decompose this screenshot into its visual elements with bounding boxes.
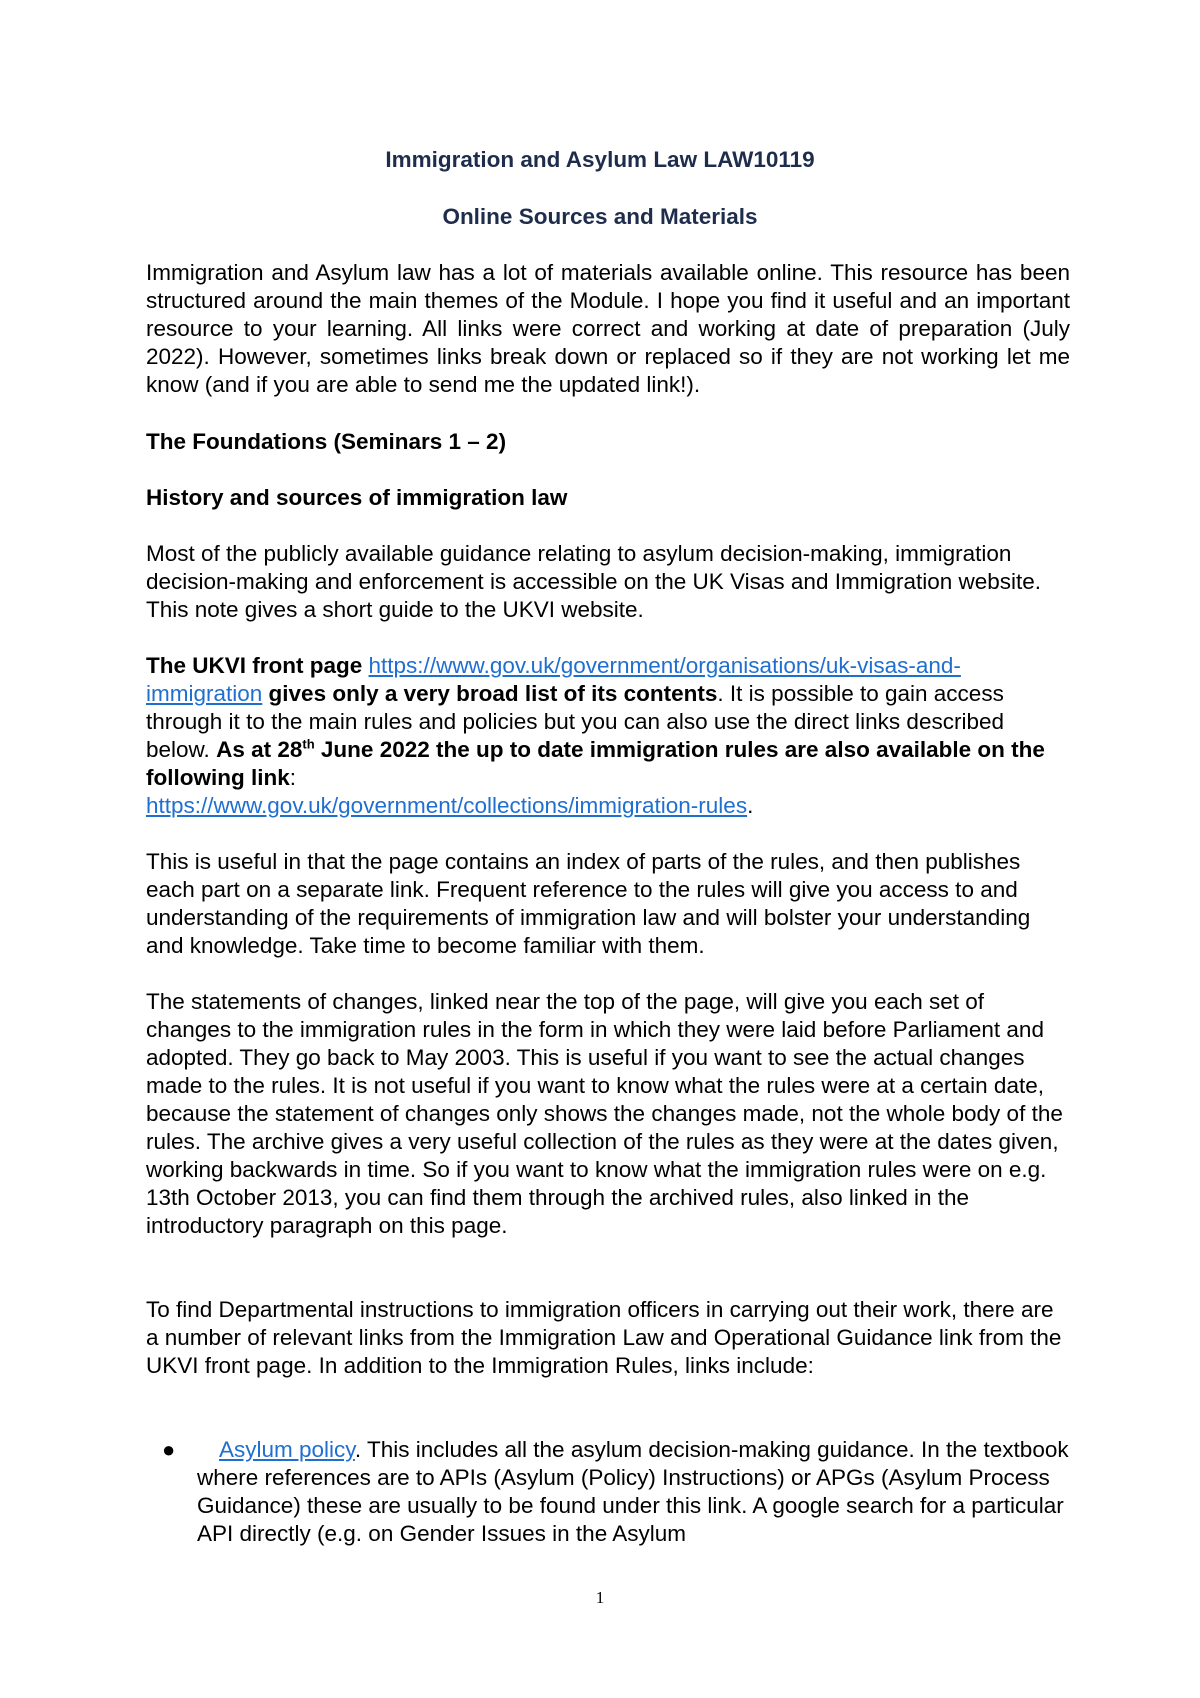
date-suffix: th xyxy=(302,736,315,752)
document-subtitle: Online Sources and Materials xyxy=(442,204,758,229)
paragraph-rules-index: This is useful in that the page contains an index of parts of the rules, and then publishes each part on a separate link. Frequent reference to the rules will give you access to and understanding of the requirements of immigration law and will bolster your understanding and knowledge. Take time to become familiar with them. xyxy=(146,849,1031,958)
immigration-rules-link[interactable]: https://www.gov.uk/government/collections/immigration-rules xyxy=(146,793,748,818)
intro-paragraph: Immigration and Asylum law has a lot of materials available online. This resource has been structured around the main themes of the Module. I hope you find it useful and an important resource to your learning. All links were correct and working at date of preparation (July 2022). However, sometimes links break down or replaced so if they are not working let me know (and if you are able to send me the updated link!). xyxy=(146,260,1070,397)
list-item xyxy=(146,1436,1070,1548)
sub-heading: History and sources of immigration law xyxy=(146,485,568,510)
as-at-date-bold: As at 28th June 2022 the up to date immigration rules are also available on the following link xyxy=(146,736,1045,790)
bullet-text: Asylum policy. This includes all the asylum decision-making guidance. In the textbook where references are to APIs (Asylum (Policy) Instructions) or APGs (Asylum Process Guidance) these are usually to be found under this link. A google search for a particular API directly (e.g. on Gender Issues in the Asylum xyxy=(197,1437,1069,1546)
access-text: . It is possible to gain access through it to the main rules and policies but you can also use the direct links described below. xyxy=(146,681,1004,762)
document-title: Immigration and Asylum Law LAW10119 xyxy=(385,147,815,172)
bullet-icon: ● xyxy=(162,1437,176,1462)
paragraph-ukvi-front-page: The UKVI front page https://www.gov.uk/government/organisations/uk-visas-and-immigration gives only a very broad list of its contents. It is possible to gain access through it to the main rules and policies but you can also use the direct links described below. As at 28th June 2022 the up to date immigration rules are also available on the following link: https://www.gov.uk/government/collections/immigration-rules. xyxy=(146,653,1045,818)
ukvi-front-page-bold: The UKVI front page xyxy=(146,653,363,678)
paragraph-ukvi-guidance: Most of the publicly available guidance relating to asylum decision-making, immigration decision-making and enforcement is accessible on the UK Visas and Immigration website. This note gives a short guide to the UKVI website. xyxy=(146,541,1042,622)
ukvi-front-page-link[interactable]: https://www.gov.uk/government/organisations/uk-visas-and-immigration xyxy=(146,653,961,706)
page-number: 1 xyxy=(595,1588,605,1607)
section-heading: The Foundations (Seminars 1 – 2) xyxy=(146,429,507,454)
asylum-policy-link[interactable]: Asylum policy xyxy=(219,1437,355,1462)
paragraph-departmental-instructions: To find Departmental instructions to immigration officers in carrying out their work, there are a number of relevant links from the Immigration Law and Operational Guidance link from the UKVI front page. In addition to the Immigration Rules, links include: xyxy=(146,1297,1062,1378)
paragraph-statements-of-changes: The statements of changes, linked near the top of the page, will give you each set of changes to the immigration rules in the form in which they were laid before Parliament and adopted. They go back to May 2003. This is useful if you want to see the actual changes made to the rules. It is not useful if you want to know what the rules were at a certain date, because the statement of changes only shows the changes made, not the whole body of the rules. The archive gives a very useful collection of the rules as they were at the dates given, working backwards in time. So if you want to know what the immigration rules were on e.g. 13th October 2013, you can find them through the archived rules, also linked in the introductory paragraph on this page. xyxy=(146,989,1063,1238)
broad-list-bold: gives only a very broad list of its contents xyxy=(268,681,718,706)
